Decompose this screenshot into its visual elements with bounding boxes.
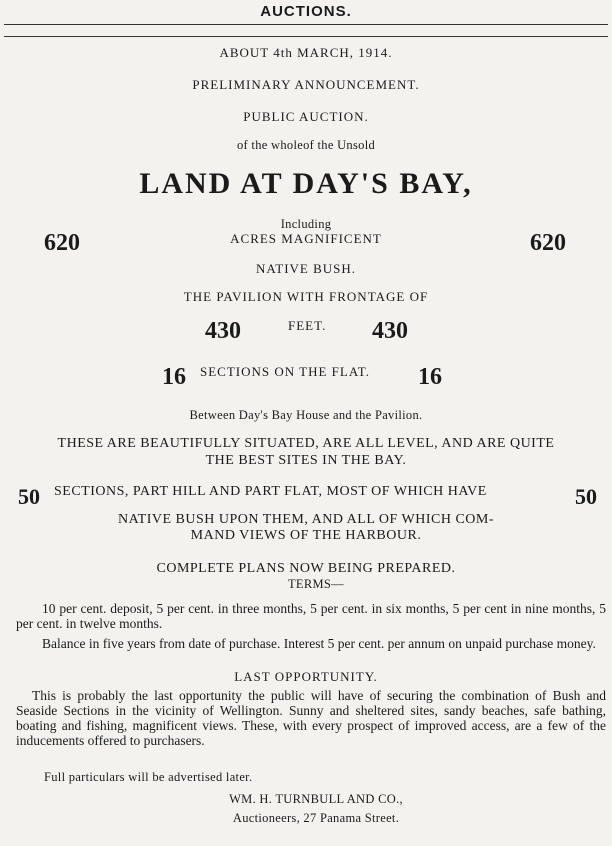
hill-number-left: 50 (18, 484, 40, 509)
full-particulars: Full particulars will be advertised later. (44, 770, 253, 784)
unsold-line: of the wholeof the Unsold (236, 138, 376, 152)
opportunity-paragraph: This is probably the last opportunity the public will have of securing the combination of Bush and Seaside Sections in the vicinity of Wellington. Sunny and sheltered sites, sandy beaches, safe bathing, boating and fishing, magnificent views. These, with every prospect of improved access, are a few of the inducements offered to purchasers. (16, 688, 606, 748)
terms-heading: TERMS— (288, 577, 344, 591)
section-header: AUCTIONS. (260, 3, 352, 20)
hill-line-1: SECTIONS, PART HILL AND PART FLAT, MOST OF WHICH HAVE (54, 484, 487, 499)
hill-line-2: NATIVE BUSH UPON THEM, AND ALL OF WHICH COM- (117, 512, 495, 527)
public-auction: PUBLIC AUCTION. (243, 109, 369, 124)
hill-line-3: MAND VIEWS OF THE HARBOUR. (190, 528, 422, 543)
terms-paragraph-1: 10 per cent. deposit, 5 per cent. in three months, 5 per cent. in six months, 5 per cent in nine months, 5 per cent. in twelve months. (16, 601, 606, 631)
header-bottom-rule (4, 36, 608, 37)
date-line: ABOUT 4th MARCH, 1914. (219, 45, 393, 60)
acres-number-right: 620 (530, 230, 566, 256)
feet-text: FEET. (288, 318, 327, 333)
situated-line-2: THE BEST SITES IN THE BAY. (205, 453, 407, 468)
flat-number-left: 16 (162, 364, 186, 390)
flat-number-right: 16 (418, 364, 442, 390)
firm-name: WM. H. TURNBULL AND CO., (229, 792, 403, 806)
feet-number-left: 430 (205, 318, 241, 344)
including-line: Including (280, 217, 332, 231)
native-bush: NATIVE BUSH. (255, 261, 357, 276)
complete-plans: COMPLETE PLANS NOW BEING PREPARED. (156, 561, 456, 576)
acres-number-left: 620 (44, 230, 80, 256)
header-top-rule (4, 24, 608, 25)
terms-paragraph-2: Balance in five years from date of purchase. Interest 5 per cent. per annum on unpaid purchase money. (42, 636, 596, 651)
acres-text: ACRES MAGNIFICENT (230, 231, 382, 246)
flat-text: SECTIONS ON THE FLAT. (200, 364, 371, 379)
preliminary-announcement: PRELIMINARY ANNOUNCEMENT. (192, 77, 420, 92)
between-line: Between Day's Bay House and the Pavilion. (189, 408, 423, 422)
last-opportunity-heading: LAST OPPORTUNITY. (234, 669, 378, 684)
firm-address: Auctioneers, 27 Panama Street. (232, 811, 400, 825)
pavilion-line: THE PAVILION WITH FRONTAGE OF (183, 289, 429, 304)
feet-number-right: 430 (372, 318, 408, 344)
ad-title: LAND AT DAY'S BAY, (139, 167, 473, 200)
situated-line-1: THESE ARE BEAUTIFULLY SITUATED, ARE ALL LEVEL, AND ARE QUITE (57, 436, 555, 451)
hill-number-right: 50 (575, 484, 597, 509)
